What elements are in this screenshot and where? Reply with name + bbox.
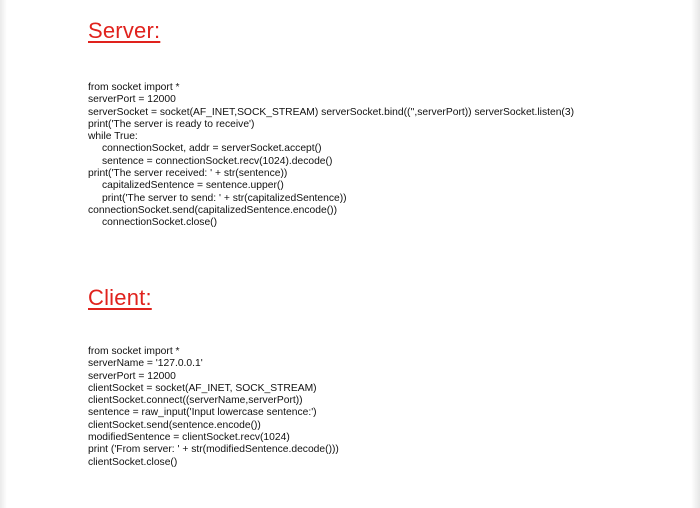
client-heading: Client:: [88, 285, 152, 310]
code-line: clientSocket = socket(AF_INET, SOCK_STREAM): [88, 382, 317, 394]
code-line: print('The server received: ' + str(sentence)): [88, 168, 288, 180]
code-line: serverPort = 12000: [88, 94, 176, 106]
server-code-block: [88, 82, 688, 230]
code-line: sentence = raw_input('Input lowercase sentence:'): [88, 407, 317, 419]
code-line: serverSocket = socket(AF_INET,SOCK_STREAM) serverSocket.bind(('',serverPort)) serverSocket.listen(3): [88, 106, 575, 118]
code-line: clientSocket.connect((serverName,serverPort)): [88, 395, 303, 407]
code-line: sentence = connectionSocket.recv(1024).decode(): [102, 155, 333, 167]
client-code-block: [88, 346, 688, 469]
code-line: connectionSocket.send(capitalizedSentence.encode()): [88, 204, 337, 216]
code-line: connectionSocket.close(): [102, 217, 218, 229]
code-line: print('The server is ready to receive'): [88, 118, 255, 130]
code-line: from socket import *: [88, 346, 180, 357]
code-line: capitalizedSentence = sentence.upper(): [102, 180, 284, 192]
code-line: serverName = '127.0.0.1': [88, 358, 203, 370]
code-line: clientSocket.close(): [88, 456, 178, 468]
code-line: modifiedSentence = clientSocket.recv(1024): [88, 432, 290, 444]
code-line: print('The server to send: ' + str(capitalizedSentence)): [102, 192, 347, 204]
code-line: connectionSocket, addr = serverSocket.accept(): [102, 143, 322, 155]
code-line: while True:: [88, 131, 138, 143]
code-line: from socket import *: [88, 82, 180, 93]
code-line: print ('From server: ' + str(modifiedSentence.decode())): [88, 444, 339, 456]
code-line: serverPort = 12000: [88, 370, 176, 382]
code-line: clientSocket.send(sentence.encode()): [88, 419, 261, 431]
server-heading: Server:: [88, 18, 161, 43]
